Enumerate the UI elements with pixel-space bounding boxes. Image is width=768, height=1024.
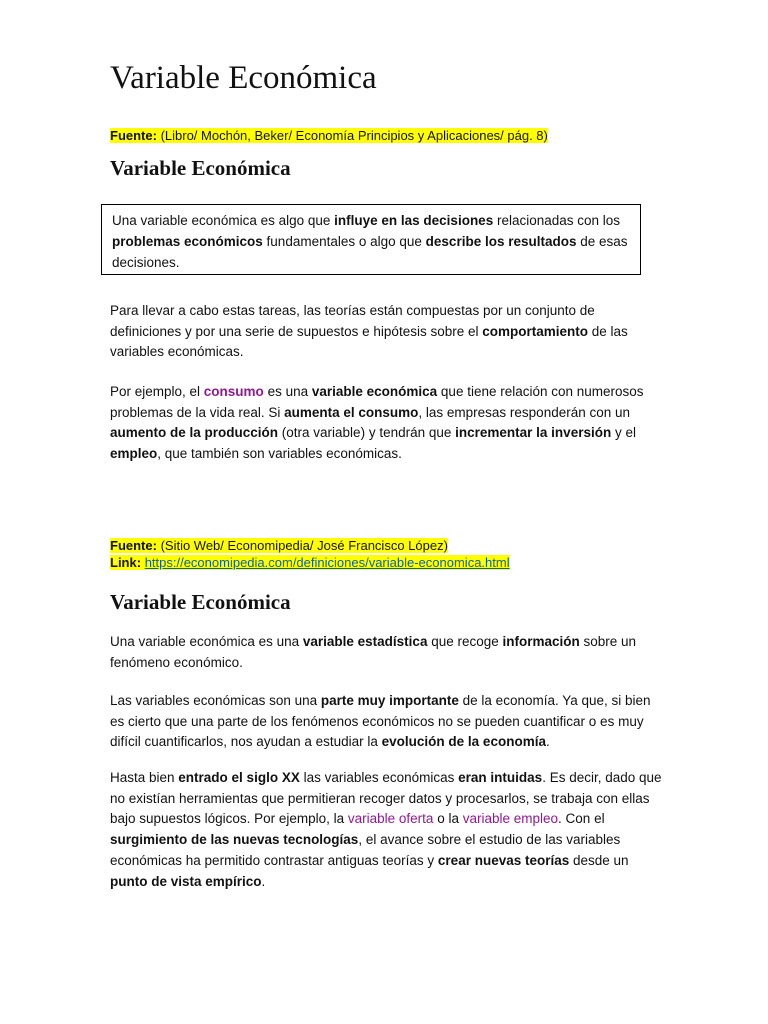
text: y el bbox=[611, 425, 636, 441]
text: desde un bbox=[569, 852, 629, 868]
highlight-term: variable oferta bbox=[347, 811, 434, 827]
source-label: Fuente: bbox=[110, 128, 157, 143]
bold-text: eran intuidas bbox=[458, 770, 543, 785]
section-heading-1: Variable Económica bbox=[110, 156, 291, 180]
bold-text: problemas económicos bbox=[112, 234, 263, 249]
text: fundamentales o algo que bbox=[262, 234, 426, 249]
text: Las variables económicas son una bbox=[110, 693, 321, 708]
text: Hasta bien bbox=[110, 770, 179, 785]
text: es una bbox=[263, 384, 312, 399]
text: Una variable económica es algo que bbox=[112, 213, 335, 228]
bold-text: crear nuevas teorías bbox=[437, 852, 570, 868]
bold-text: surgimiento de las nuevas tecnologías bbox=[110, 832, 359, 848]
bold-text: aumenta el consumo bbox=[284, 404, 419, 420]
paragraph-history bbox=[110, 768, 665, 892]
text: , las empresas responderán con un bbox=[418, 404, 631, 420]
text: de la economía. Ya que, si bien es cierto que una parte de los fenómenos económicos no se pueden cuantificar o es muy difícil cuantificarlos, nos ayudan a estudiar la bbox=[110, 693, 651, 750]
text: Para llevar a cabo estas tareas, las teorías están compuestas por un conjunto de definiciones y por una serie de supuestos e hipótesis sobre el bbox=[110, 303, 595, 339]
link-label: Link: bbox=[110, 555, 142, 570]
text: las variables económicas bbox=[299, 770, 459, 785]
bold-text: entrado el siglo XX bbox=[178, 770, 300, 785]
text: . Con el bbox=[558, 811, 605, 827]
text: . bbox=[545, 734, 550, 750]
text: . bbox=[261, 873, 266, 889]
bold-text: parte muy importante bbox=[320, 693, 459, 708]
text: (otra variable) y tendrán que bbox=[278, 425, 456, 441]
bold-text: información bbox=[502, 634, 580, 649]
text: relacionadas con los bbox=[493, 213, 621, 228]
text: . Es decir, dado que no existían herramientas que permitieran recoger datos y procesarlos, se trabaja con ellas bajo supuestos lógicos. Por ejemplo, la bbox=[110, 770, 662, 827]
bold-text: aumento de la producción bbox=[110, 425, 279, 441]
document-title: Variable Económica bbox=[110, 60, 377, 96]
bold-text: evolución de la economía bbox=[381, 734, 546, 750]
bold-text: variable estadística bbox=[302, 634, 428, 649]
source-text: (Libro/ Mochón, Beker/ Economía Principios y Aplicaciones/ pág. 8) bbox=[156, 128, 548, 143]
bold-text: incrementar la inversión bbox=[455, 425, 612, 441]
text: o la bbox=[433, 811, 463, 827]
text: sobre un fenómeno económico. bbox=[110, 634, 637, 670]
text: que recoge bbox=[427, 634, 503, 649]
paragraph-importance bbox=[110, 691, 665, 753]
definition-box bbox=[101, 204, 641, 275]
bold-text: describe los resultados bbox=[425, 234, 577, 249]
bold-text: punto de vista empírico bbox=[110, 873, 262, 889]
paragraph-example-consumo bbox=[110, 382, 665, 465]
highlight-term: consumo bbox=[203, 384, 264, 399]
bold-text: variable económica bbox=[311, 384, 438, 399]
text: Una variable económica es una bbox=[110, 634, 303, 649]
text: , que también son variables económicas. bbox=[157, 446, 402, 462]
text: Por ejemplo, el bbox=[110, 384, 204, 399]
text: de las variables económicas. bbox=[110, 323, 628, 360]
bold-text: influye en las decisiones bbox=[334, 213, 494, 228]
paragraph-definition-2 bbox=[110, 632, 665, 673]
source-link[interactable]: https://economipedia.com/definiciones/variable-economica.html bbox=[144, 555, 510, 570]
section-heading-2: Variable Económica bbox=[110, 590, 291, 614]
text: que tiene relación con numerosos problemas de la vida real. Si bbox=[110, 384, 644, 420]
source-citation-web bbox=[110, 537, 510, 571]
text: de esas decisiones. bbox=[112, 234, 628, 270]
source-citation-book bbox=[110, 127, 548, 144]
highlight-term: variable empleo bbox=[462, 811, 559, 827]
paragraph-theories bbox=[110, 301, 665, 363]
source-text: (Sitio Web/ Economipedia/ José Francisco López) bbox=[156, 538, 448, 553]
bold-text: empleo bbox=[110, 446, 158, 462]
text: , el avance sobre el estudio de las variables económicas ha permitido contrastar antiguas teorías y bbox=[110, 832, 621, 868]
bold-text: comportamiento bbox=[482, 323, 588, 339]
source-label: Fuente: bbox=[110, 538, 157, 553]
